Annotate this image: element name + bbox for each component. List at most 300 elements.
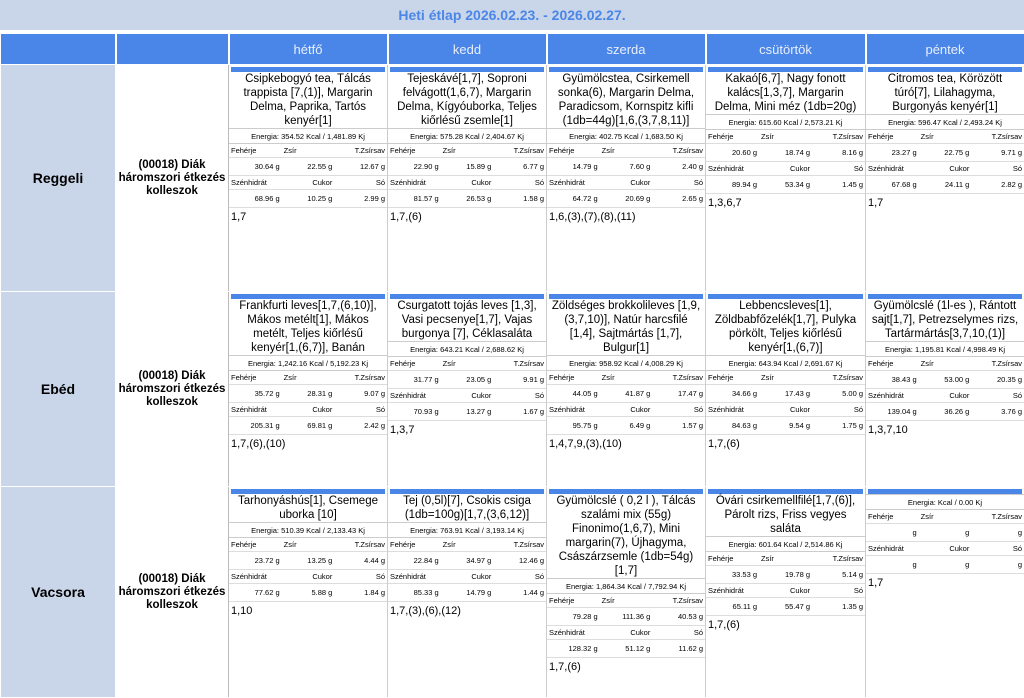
- dish-description: Zöldséges brokkolileves [1,9,(3,7,10)], Natúr harcsfilé [1,4], Sajtmártás [1,7], Bulgur[1]: [547, 299, 705, 355]
- carb-value: 85.33 g: [388, 584, 441, 602]
- dish-description: Citromos tea, Körözött túró[7], Lilahagyma, Burgonyás kenyér[1]: [866, 72, 1024, 114]
- carb-value: 128.32 g: [547, 640, 600, 658]
- nutrient-labels-row: [547, 176, 705, 190]
- fat-value: 41.87 g: [600, 385, 653, 403]
- sat-fat-value: 5.14 g: [812, 566, 865, 584]
- carb-label: Szénhidrát: [706, 584, 759, 598]
- meal-row: [1, 65, 1024, 292]
- dish-description: Óvári csirkemellfilé[1,7,(6)], Párolt rizs, Friss vegyes saláta: [706, 494, 865, 536]
- salt-label: Só: [971, 542, 1024, 556]
- protein-label: Fehérje: [388, 144, 441, 158]
- sugar-label: Cukor: [441, 389, 494, 403]
- allergen-codes: 1,7: [866, 194, 1024, 212]
- sugar-label: Cukor: [282, 403, 335, 417]
- nutrient-values-row: [706, 385, 865, 403]
- salt-label: Só: [493, 176, 546, 190]
- nutrient-labels-row: [706, 130, 865, 144]
- nutrient-values-row: [229, 190, 387, 208]
- protein-value: 23.72 g: [229, 552, 282, 570]
- nutrient-values-row: [388, 158, 546, 176]
- salt-label: Só: [334, 176, 387, 190]
- protein-label: Fehérje: [229, 144, 282, 158]
- salt-value: 2.99 g: [334, 190, 387, 208]
- protein-label: Fehérje: [229, 538, 282, 552]
- sugar-label: Cukor: [759, 584, 812, 598]
- protein-value: 14.79 g: [547, 158, 600, 176]
- salt-value: 1.58 g: [493, 190, 546, 208]
- salt-label: Só: [971, 162, 1024, 176]
- sat-fat-value: g: [971, 524, 1024, 542]
- header-blank-category: [116, 34, 229, 65]
- energy-value: Energia: 575.28 Kcal / 2,404.67 Kj: [388, 128, 546, 144]
- nutrient-values-row: [388, 190, 546, 208]
- allergen-codes: 1,6,(3),(7),(8),(11): [547, 208, 705, 226]
- dish-description: Csurgatott tojás leves [1,3], Vasi pecsenye[1,7], Vajas burgonya [7], Céklasaláta: [388, 299, 546, 341]
- dish-description: Tej (0,5l)[7], Csokis csiga (1db=100g)[1,7,(3,6,12)]: [388, 494, 546, 522]
- menu-cell: [547, 65, 706, 292]
- fat-value: 15.89 g: [441, 158, 494, 176]
- dish-description: Gyümölcslé (1l-es ), Rántott sajt[1,7], Petrezselymes rizs, Tartármártás[3,7,10,(1)]: [866, 299, 1024, 341]
- nutrient-values-row: [706, 176, 865, 194]
- sugar-value: 14.79 g: [441, 584, 494, 602]
- protein-label: Fehérje: [706, 371, 759, 385]
- carb-label: Szénhidrát: [866, 542, 919, 556]
- protein-label: Fehérje: [866, 510, 919, 524]
- sugar-value: 51.12 g: [600, 640, 653, 658]
- diet-category: (00018) Diák háromszori étkezés kolleszok: [116, 65, 229, 292]
- nutrient-labels-row: [547, 594, 705, 608]
- nutrient-labels-row: [866, 389, 1024, 403]
- salt-label: Só: [652, 626, 705, 640]
- protein-value: 23.27 g: [866, 144, 919, 162]
- meal-name: Ebéd: [1, 292, 116, 487]
- meal-name: Vacsora: [1, 487, 116, 698]
- sugar-value: 69.81 g: [282, 417, 335, 435]
- meal-name: Reggeli: [1, 65, 116, 292]
- nutrient-values-row: [866, 524, 1024, 542]
- sat-fat-value: 9.91 g: [493, 371, 546, 389]
- protein-value: 34.66 g: [706, 385, 759, 403]
- energy-value: Energia: 1,242.16 Kcal / 5,192.23 Kj: [229, 355, 387, 371]
- menu-title: Heti étlap 2026.02.23. - 2026.02.27.: [0, 0, 1024, 30]
- sat-fat-label: T.Zsírsav: [971, 130, 1024, 144]
- nutrient-labels-row: [388, 389, 546, 403]
- menu-cell: [388, 487, 547, 698]
- energy-value: Energia: 643.94 Kcal / 2,691.67 Kj: [706, 355, 865, 371]
- carb-value: 68.96 g: [229, 190, 282, 208]
- protein-value: 30.64 g: [229, 158, 282, 176]
- fat-value: 28.31 g: [282, 385, 335, 403]
- nutrient-values-row: [866, 556, 1024, 574]
- protein-value: g: [866, 524, 919, 542]
- protein-label: Fehérje: [547, 371, 600, 385]
- carb-label: Szénhidrát: [547, 626, 600, 640]
- salt-label: Só: [812, 403, 865, 417]
- nutrient-values-row: [866, 144, 1024, 162]
- carb-value: 67.68 g: [866, 176, 919, 194]
- fat-label: Zsír: [441, 538, 494, 552]
- sat-fat-value: 8.16 g: [812, 144, 865, 162]
- allergen-codes: 1,3,6,7: [706, 194, 865, 212]
- fat-label: Zsír: [919, 510, 972, 524]
- sat-fat-value: 20.35 g: [971, 371, 1024, 389]
- fat-value: 18.74 g: [759, 144, 812, 162]
- carb-label: Szénhidrát: [388, 176, 441, 190]
- salt-label: Só: [652, 176, 705, 190]
- protein-value: 79.28 g: [547, 608, 600, 626]
- sugar-label: Cukor: [441, 570, 494, 584]
- carb-value: g: [866, 556, 919, 574]
- nutrient-values-row: [547, 417, 705, 435]
- sugar-label: Cukor: [919, 389, 972, 403]
- nutrient-values-row: [547, 640, 705, 658]
- dish-description: Kakaó[6,7], Nagy fonott kalács[1,3,7], Margarin Delma, Mini méz (1db=20g): [706, 72, 865, 114]
- sugar-value: 53.34 g: [759, 176, 812, 194]
- nutrient-values-row: [229, 385, 387, 403]
- sugar-label: Cukor: [600, 403, 653, 417]
- salt-value: 1.57 g: [652, 417, 705, 435]
- nutrient-values-row: [547, 385, 705, 403]
- sat-fat-label: T.Zsírsav: [652, 371, 705, 385]
- nutrient-labels-row: [547, 371, 705, 385]
- nutrient-values-row: [229, 552, 387, 570]
- fat-value: 53.00 g: [919, 371, 972, 389]
- nutrient-values-row: [229, 417, 387, 435]
- protein-label: Fehérje: [547, 144, 600, 158]
- menu-cell: [547, 292, 706, 487]
- fat-label: Zsír: [282, 144, 335, 158]
- day-header-thursday: csütörtök: [706, 34, 866, 65]
- allergen-codes: 1,7,(6): [706, 435, 865, 453]
- carb-label: Szénhidrát: [706, 403, 759, 417]
- nutrient-values-row: [388, 552, 546, 570]
- sat-fat-value: 12.46 g: [493, 552, 546, 570]
- dish-description: Tejeskávé[1,7], Soproni felvágott(1,6,7), Margarin Delma, Kígyóuborka, Teljes kiőrlésű zsemle[1]: [388, 72, 546, 128]
- nutrient-labels-row: [866, 162, 1024, 176]
- nutrient-labels-row: [706, 584, 865, 598]
- carb-value: 84.63 g: [706, 417, 759, 435]
- allergen-codes: 1,4,7,9,(3),(10): [547, 435, 705, 453]
- fat-label: Zsír: [759, 130, 812, 144]
- carb-label: Szénhidrát: [388, 389, 441, 403]
- nutrient-labels-row: [706, 371, 865, 385]
- fat-value: 111.36 g: [600, 608, 653, 626]
- nutrient-labels-row: [706, 552, 865, 566]
- fat-value: 22.75 g: [919, 144, 972, 162]
- nutrient-labels-row: [229, 403, 387, 417]
- carb-value: 64.72 g: [547, 190, 600, 208]
- salt-label: Só: [493, 570, 546, 584]
- carb-value: 95.75 g: [547, 417, 600, 435]
- fat-value: 13.25 g: [282, 552, 335, 570]
- fat-label: Zsír: [600, 371, 653, 385]
- sat-fat-label: T.Zsírsav: [493, 538, 546, 552]
- protein-value: 35.72 g: [229, 385, 282, 403]
- nutrient-values-row: [706, 417, 865, 435]
- sugar-label: Cukor: [919, 162, 972, 176]
- protein-value: 33.53 g: [706, 566, 759, 584]
- carb-label: Szénhidrát: [547, 176, 600, 190]
- day-header-wednesday: szerda: [547, 34, 706, 65]
- energy-value: Energia: 615.60 Kcal / 2,573.21 Kj: [706, 114, 865, 130]
- protein-label: Fehérje: [706, 130, 759, 144]
- sat-fat-label: T.Zsírsav: [334, 538, 387, 552]
- nutrient-values-row: [388, 371, 546, 389]
- sugar-value: 9.54 g: [759, 417, 812, 435]
- nutrient-labels-row: [866, 510, 1024, 524]
- menu-cell: [547, 487, 706, 698]
- dish-description: Csipkebogyó tea, Tálcás trappista [7,(1)], Margarin Delma, Paprika, Tartós kenyér[1]: [229, 72, 387, 128]
- nutrient-labels-row: [388, 538, 546, 552]
- protein-value: 20.60 g: [706, 144, 759, 162]
- fat-label: Zsír: [919, 357, 972, 371]
- nutrient-values-row: [547, 608, 705, 626]
- menu-cell: [229, 487, 388, 698]
- sugar-label: Cukor: [759, 403, 812, 417]
- sugar-value: 13.27 g: [441, 403, 494, 421]
- salt-value: 1.35 g: [812, 598, 865, 616]
- energy-value: Energia: 601.64 Kcal / 2,514.86 Kj: [706, 536, 865, 552]
- carb-label: Szénhidrát: [229, 403, 282, 417]
- protein-label: Fehérje: [866, 130, 919, 144]
- fat-label: Zsír: [441, 144, 494, 158]
- salt-value: 1.44 g: [493, 584, 546, 602]
- sat-fat-label: T.Zsírsav: [652, 594, 705, 608]
- dish-description: Tarhonyáshús[1], Csemege uborka [10]: [229, 494, 387, 522]
- nutrient-labels-row: [547, 403, 705, 417]
- nutrient-labels-row: [229, 538, 387, 552]
- allergen-codes: 1,7,(6): [388, 208, 546, 226]
- salt-label: Só: [334, 403, 387, 417]
- menu-cell: [229, 65, 388, 292]
- sat-fat-value: 2.40 g: [652, 158, 705, 176]
- sugar-value: 26.53 g: [441, 190, 494, 208]
- nutrient-labels-row: [388, 176, 546, 190]
- allergen-codes: 1,7: [229, 208, 387, 226]
- nutrient-labels-row: [388, 570, 546, 584]
- meal-row: [1, 292, 1024, 487]
- energy-value: Energia: 1,195.81 Kcal / 4,998.49 Kj: [866, 341, 1024, 357]
- protein-value: 38.43 g: [866, 371, 919, 389]
- sat-fat-label: T.Zsírsav: [493, 357, 546, 371]
- allergen-codes: 1,7,(6): [706, 616, 865, 634]
- protein-value: 22.84 g: [388, 552, 441, 570]
- nutrient-labels-row: [388, 357, 546, 371]
- day-header-tuesday: kedd: [388, 34, 547, 65]
- carb-label: Szénhidrát: [866, 162, 919, 176]
- sugar-value: 6.49 g: [600, 417, 653, 435]
- protein-value: 44.05 g: [547, 385, 600, 403]
- fat-value: 34.97 g: [441, 552, 494, 570]
- menu-cell: [388, 65, 547, 292]
- allergen-codes: 1,7,(6),(10): [229, 435, 387, 453]
- salt-value: 2.42 g: [334, 417, 387, 435]
- allergen-codes: 1,10: [229, 602, 387, 620]
- carb-value: 65.11 g: [706, 598, 759, 616]
- header-blank-meal: [1, 34, 116, 65]
- nutrient-values-row: [706, 598, 865, 616]
- fat-label: Zsír: [282, 538, 335, 552]
- salt-label: Só: [334, 570, 387, 584]
- nutrient-labels-row: [866, 357, 1024, 371]
- nutrient-labels-row: [706, 403, 865, 417]
- sat-fat-label: T.Zsírsav: [971, 510, 1024, 524]
- sat-fat-value: 6.77 g: [493, 158, 546, 176]
- sat-fat-value: 40.53 g: [652, 608, 705, 626]
- sat-fat-value: 12.67 g: [334, 158, 387, 176]
- sat-fat-label: T.Zsírsav: [812, 371, 865, 385]
- nutrient-values-row: [547, 190, 705, 208]
- sat-fat-value: 5.00 g: [812, 385, 865, 403]
- carb-label: Szénhidrát: [388, 570, 441, 584]
- energy-value: Energia: 1,864.34 Kcal / 7,792.94 Kj: [547, 578, 705, 594]
- sugar-label: Cukor: [441, 176, 494, 190]
- salt-label: Só: [493, 389, 546, 403]
- nutrient-values-row: [706, 144, 865, 162]
- fat-label: Zsír: [759, 552, 812, 566]
- salt-label: Só: [971, 389, 1024, 403]
- fat-label: Zsír: [441, 357, 494, 371]
- sugar-label: Cukor: [759, 162, 812, 176]
- energy-value: Energia: 354.52 Kcal / 1,481.89 Kj: [229, 128, 387, 144]
- fat-label: Zsír: [282, 371, 335, 385]
- fat-label: Zsír: [759, 371, 812, 385]
- nutrient-labels-row: [388, 144, 546, 158]
- sugar-value: 20.69 g: [600, 190, 653, 208]
- sugar-label: Cukor: [600, 626, 653, 640]
- fat-value: 22.55 g: [282, 158, 335, 176]
- sugar-label: Cukor: [282, 176, 335, 190]
- meal-row: [1, 487, 1024, 698]
- sugar-label: Cukor: [282, 570, 335, 584]
- carb-label: Szénhidrát: [229, 570, 282, 584]
- allergen-codes: 1,7,(6): [547, 658, 705, 676]
- nutrient-labels-row: [229, 144, 387, 158]
- salt-value: 2.82 g: [971, 176, 1024, 194]
- sat-fat-label: T.Zsírsav: [812, 552, 865, 566]
- diet-category: (00018) Diák háromszori étkezés kolleszok: [116, 487, 229, 698]
- fat-label: Zsír: [919, 130, 972, 144]
- salt-value: 1.67 g: [493, 403, 546, 421]
- sat-fat-value: 17.47 g: [652, 385, 705, 403]
- salt-value: 1.75 g: [812, 417, 865, 435]
- sugar-label: Cukor: [919, 542, 972, 556]
- allergen-codes: 1,3,7,10: [866, 421, 1024, 439]
- carb-value: 205.31 g: [229, 417, 282, 435]
- energy-value: Energia: 510.39 Kcal / 2,133.43 Kj: [229, 522, 387, 538]
- nutrient-values-row: [866, 176, 1024, 194]
- protein-value: 31.77 g: [388, 371, 441, 389]
- salt-value: 3.76 g: [971, 403, 1024, 421]
- energy-value: Energia: 958.92 Kcal / 4,008.29 Kj: [547, 355, 705, 371]
- nutrient-labels-row: [229, 570, 387, 584]
- sat-fat-label: T.Zsírsav: [334, 144, 387, 158]
- nutrient-values-row: [866, 371, 1024, 389]
- menu-cell: [706, 487, 866, 698]
- sugar-value: g: [919, 556, 972, 574]
- weekly-menu-table: [0, 33, 1024, 698]
- sugar-value: 36.26 g: [919, 403, 972, 421]
- nutrient-labels-row: [547, 144, 705, 158]
- allergen-codes: 1,7: [866, 574, 1024, 592]
- day-header-monday: hétfő: [229, 34, 388, 65]
- salt-label: Só: [812, 584, 865, 598]
- salt-value: 1.84 g: [334, 584, 387, 602]
- fat-value: 23.05 g: [441, 371, 494, 389]
- salt-value: 1.45 g: [812, 176, 865, 194]
- salt-value: 11.62 g: [652, 640, 705, 658]
- carb-label: Szénhidrát: [547, 403, 600, 417]
- fat-value: 19.78 g: [759, 566, 812, 584]
- nutrient-values-row: [388, 403, 546, 421]
- nutrient-values-row: [866, 403, 1024, 421]
- sat-fat-label: T.Zsírsav: [812, 130, 865, 144]
- carb-label: Szénhidrát: [706, 162, 759, 176]
- day-header-friday: péntek: [866, 34, 1024, 65]
- sugar-value: 24.11 g: [919, 176, 972, 194]
- energy-value: Energia: 596.47 Kcal / 2,493.24 Kj: [866, 114, 1024, 130]
- nutrient-labels-row: [229, 176, 387, 190]
- sat-fat-label: T.Zsírsav: [652, 144, 705, 158]
- carb-value: 81.57 g: [388, 190, 441, 208]
- dish-description: Gyümölcslé ( 0,2 l ), Tálcás szalámi mix (55g) Finonimo(1,6,7), Mini margarin(7), Újhagyma, Császárzsemle (1db=54g)[1,7]: [547, 494, 705, 578]
- sugar-label: Cukor: [600, 176, 653, 190]
- salt-label: Só: [652, 403, 705, 417]
- fat-value: g: [919, 524, 972, 542]
- sat-fat-label: T.Zsírsav: [971, 357, 1024, 371]
- carb-value: 139.04 g: [866, 403, 919, 421]
- salt-value: 2.65 g: [652, 190, 705, 208]
- menu-cell: [706, 292, 866, 487]
- sat-fat-value: 9.71 g: [971, 144, 1024, 162]
- dish-description: Lebbencsleves[1], Zöldbabfőzelék[1,7], Pulyka pörkölt, Teljes kiőrlésű kenyér[1,(6,7)]: [706, 299, 865, 355]
- carb-label: Szénhidrát: [229, 176, 282, 190]
- protein-label: Fehérje: [388, 357, 441, 371]
- nutrient-values-row: [706, 566, 865, 584]
- carb-label: Szénhidrát: [866, 389, 919, 403]
- dish-description: Frankfurti leves[1,7,(6,10)], Mákos metélt[1], Mákos metélt, Teljes kiőrlésű kenyér[1,(6,7)], Banán: [229, 299, 387, 355]
- allergen-codes: 1,3,7: [388, 421, 546, 439]
- diet-category: (00018) Diák háromszori étkezés kolleszok: [116, 292, 229, 487]
- dish-description: Gyümölcstea, Csirkemell sonka(6), Margarin Delma, Paradicsom, Kornspitz kifli (1db=44g)[1,6,(3,7,8,11)]: [547, 72, 705, 128]
- carb-value: 89.94 g: [706, 176, 759, 194]
- nutrient-values-row: [229, 158, 387, 176]
- fat-value: 17.43 g: [759, 385, 812, 403]
- menu-cell: [866, 487, 1024, 698]
- protein-label: Fehérje: [388, 538, 441, 552]
- nutrient-values-row: [388, 584, 546, 602]
- sugar-value: 10.25 g: [282, 190, 335, 208]
- fat-label: Zsír: [600, 594, 653, 608]
- energy-value: Energia: 402.75 Kcal / 1,683.50 Kj: [547, 128, 705, 144]
- carb-value: 70.93 g: [388, 403, 441, 421]
- nutrient-labels-row: [229, 371, 387, 385]
- protein-label: Fehérje: [229, 371, 282, 385]
- menu-cell: [866, 65, 1024, 292]
- protein-label: Fehérje: [547, 594, 600, 608]
- salt-label: Só: [812, 162, 865, 176]
- fat-label: Zsír: [600, 144, 653, 158]
- menu-cell: [229, 292, 388, 487]
- nutrient-values-row: [547, 158, 705, 176]
- sat-fat-label: T.Zsírsav: [493, 144, 546, 158]
- protein-label: Fehérje: [706, 552, 759, 566]
- nutrient-labels-row: [866, 130, 1024, 144]
- menu-cell: [706, 65, 866, 292]
- sugar-value: 55.47 g: [759, 598, 812, 616]
- carb-value: 77.62 g: [229, 584, 282, 602]
- protein-label: Fehérje: [866, 357, 919, 371]
